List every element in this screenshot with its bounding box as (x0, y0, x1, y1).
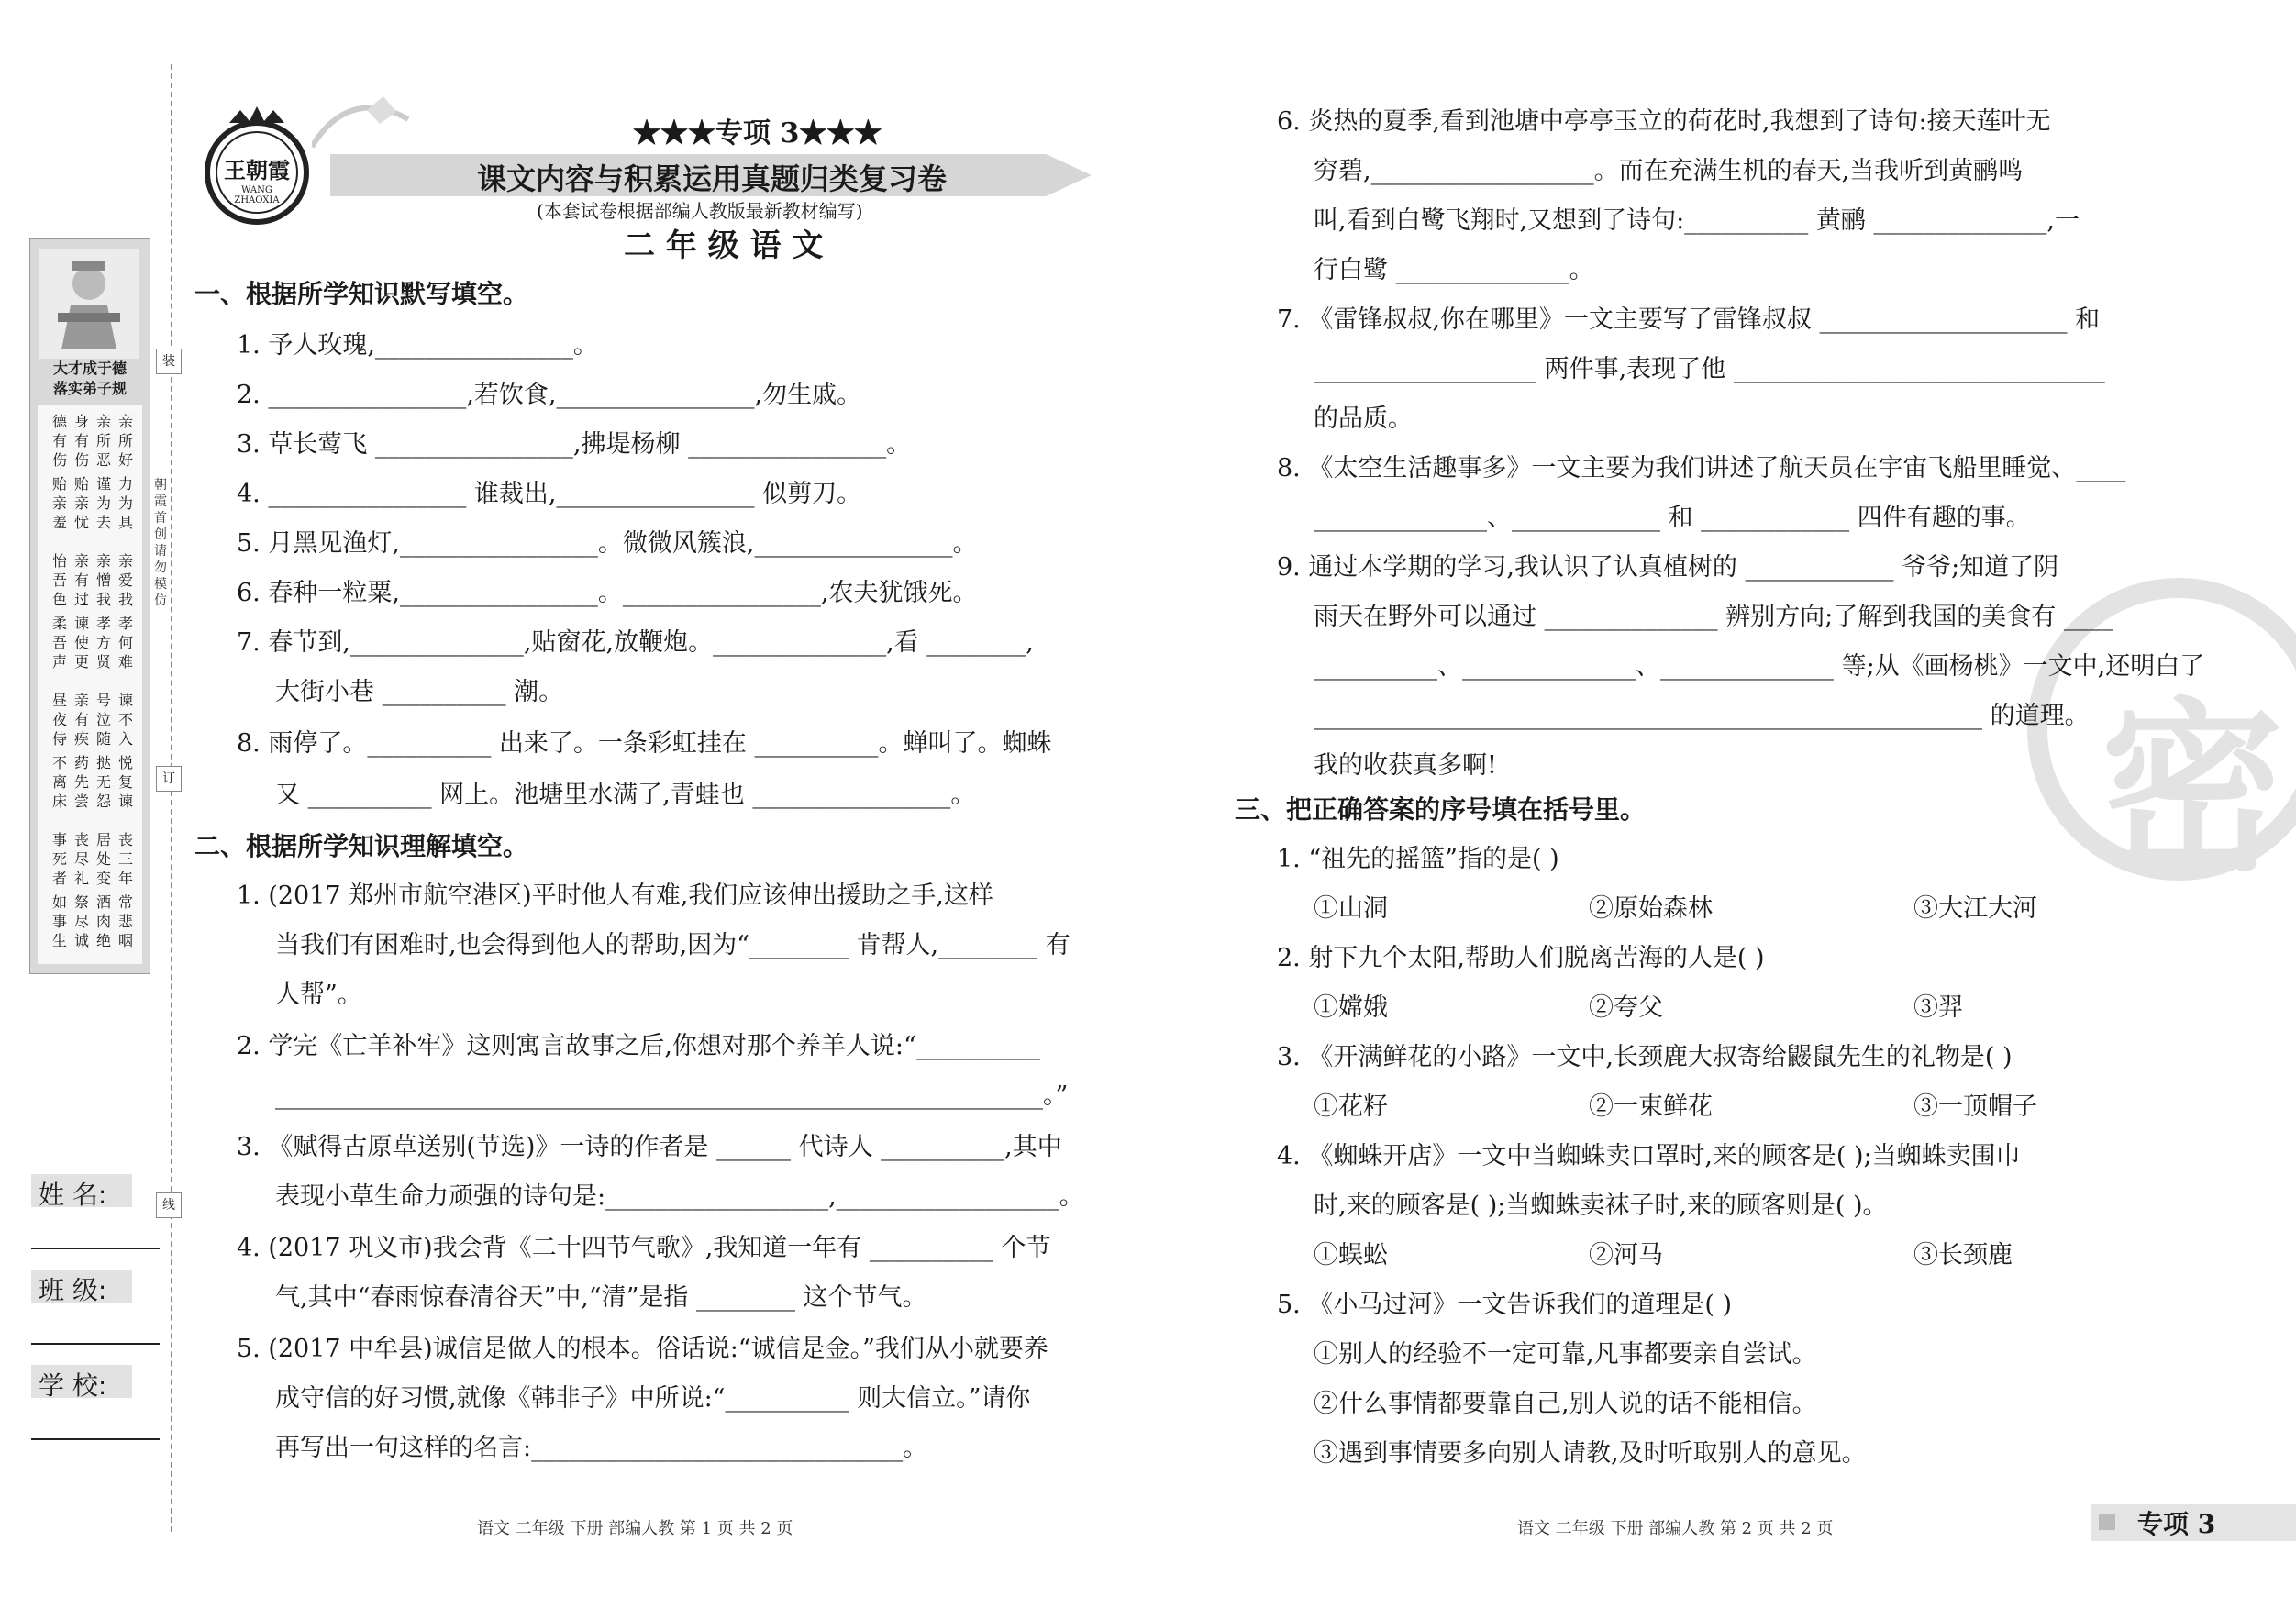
mc-q4-option-c[interactable]: ③长颈鹿 (1913, 1241, 2013, 1270)
special-badge: ★★★专项 3★★★ (633, 117, 882, 150)
poem-col: 亲有过 (73, 552, 89, 608)
s1-question-8-cont: 又 __________ 网上。池塘里水满了,青蛙也 ________________。 (275, 781, 976, 809)
r-question-6-cont3: 行白鹭 ______________。 (1314, 256, 1594, 284)
corner-square-icon (2099, 1514, 2115, 1530)
r-question-6: 6. 炎热的夏季,看到池塘中亭亭玉立的荷花时,我想到了诗句:接天莲叶无 (1277, 107, 2051, 136)
poem-col: 酒肉绝 (95, 893, 111, 949)
poem-col: 居处变 (95, 831, 111, 887)
section-3-heading: 三、把正确答案的序号填在括号里。 (1235, 794, 1647, 825)
r-question-7-cont2: 的品质。 (1314, 405, 1413, 433)
s2-question-5: 5. (2017 中牟县)诚信是做人的根本。俗话说:“诚信是金。”我们从小就要养 (237, 1335, 1048, 1363)
s2-question-1: 1. (2017 郑州市航空港区)平时他人有难,我们应该伸出援助之手,这样 (237, 882, 993, 910)
grade-title: 二 年 级 语 文 (624, 227, 824, 264)
sidebar-strip (29, 238, 150, 974)
poem-col: 悦复谏 (117, 754, 133, 810)
dizigui-poem (38, 405, 142, 964)
poem-col: 亲有疾 (73, 692, 89, 748)
poem-col: 如事生 (51, 893, 67, 949)
mc-q3-option-c[interactable]: ③一顶帽子 (1913, 1092, 2037, 1121)
mc-q1-option-a[interactable]: ①山洞 (1314, 894, 1388, 923)
s2-question-3-cont: 表现小草生命力顽强的诗句是:__________________,__________________。 (275, 1182, 1084, 1211)
poem-col: 力为具 (117, 475, 133, 531)
r-question-9-cont4: 我的收获真多啊! (1314, 751, 1497, 780)
r-question-9-cont2: __________、______________、______________ 等;从《画杨桃》一文中,还明白了 (1314, 652, 2205, 681)
poem-col: 不离床 (51, 754, 67, 810)
mc-q5-option-b[interactable]: ②什么事情都要靠自己,别人说的话不能相信。 (1314, 1390, 1817, 1418)
binding-cut-line (171, 64, 172, 1532)
s1-question-3: 3. 草长莺飞 ________________,拂堤杨柳 ________________。 (237, 430, 912, 459)
r-question-8: 8. 《太空生活趣事多》一文主要为我们讲述了航天员在宇宙飞船里睡觉、____ (1277, 454, 2126, 482)
mc-q3-option-a[interactable]: ①花籽 (1314, 1092, 1388, 1121)
mc-q2-option-c[interactable]: ③羿 (1913, 993, 1963, 1022)
name-label: 姓 名: (39, 1180, 107, 1210)
motto-line-1: 大才成于德 (52, 360, 127, 377)
paper-title: 课文内容与积累运用真题归类复习卷 (477, 161, 948, 196)
poem-col: 常悲咽 (117, 893, 133, 949)
mc-q5-option-c[interactable]: ③遇到事情要多向别人请教,及时听取别人的意见。 (1314, 1439, 1867, 1468)
poem-col: 怡吾色 (51, 552, 67, 608)
s1-question-4: 4. ________________ 谁裁出,________________ 似剪刀。 (237, 480, 862, 508)
s1-question-6: 6. 春种一粒粟,________________。________________,农夫犹饿死。 (237, 579, 978, 607)
right-page-footer: 语文 二年级 下册 部编人教 第 2 页 共 2 页 (1517, 1519, 1834, 1538)
poem-col: 德有伤 (51, 413, 67, 469)
poem-col: 谨为去 (95, 475, 111, 531)
poem-col: 昼夜侍 (51, 692, 67, 748)
scholar-icon (39, 249, 139, 359)
name-input-line[interactable] (31, 1248, 160, 1249)
poem-col: 柔吾声 (51, 615, 67, 671)
school-input-line[interactable] (31, 1438, 160, 1440)
vertical-note: 朝霞首创 请勿模仿 (154, 478, 167, 608)
poem-col: 贻亲羞 (51, 475, 67, 531)
s2-question-2: 2. 学完《亡羊补牢》这则寓言故事之后,你想对那个养羊人说:“__________ (237, 1032, 1040, 1060)
poem-col: 祭尽诚 (73, 893, 89, 949)
mc-question-4-cont: 时,来的顾客是( );当蜘蛛卖袜子时,来的顾客则是( )。 (1314, 1192, 1888, 1220)
class-label: 班 级: (39, 1275, 107, 1305)
mc-q2-option-a[interactable]: ①嫦娥 (1314, 993, 1388, 1022)
poem-col: 事死者 (51, 831, 67, 887)
left-page-footer: 语文 二年级 下册 部编人教 第 1 页 共 2 页 (477, 1519, 793, 1538)
scholar-figure-image (39, 249, 139, 359)
r-question-7-cont: __________________ 两件事,表现了他 ______________________________ (1314, 355, 2105, 383)
logo-subtext: WANG ZHAOXIA (234, 185, 280, 205)
s1-question-2: 2. ________________,若饮食,________________,勿生戚。 (237, 381, 862, 409)
s1-question-5: 5. 月黑见渔灯,________________。微微风簇浪,________________。 (237, 529, 978, 558)
r-question-9: 9. 通过本学期的学习,我认识了认真植树的 ____________ 爷爷;知道了阴 (1277, 553, 2059, 582)
r-question-8-cont: ______________、____________ 和 ____________ 四件有趣的事。 (1314, 504, 2031, 532)
poem-col: 号泣随 (95, 692, 111, 748)
s2-question-2-cont: ______________________________________________________________。” (275, 1081, 1069, 1110)
r-question-9-cont: 雨天在野外可以通过 ______________ 辨别方向;了解到我国的美食有 ____ (1314, 603, 2113, 631)
cut-mark-2: 订 (156, 766, 182, 792)
mc-question-1: 1. “祖先的摇篮”指的是( ) (1277, 845, 1559, 873)
mc-q4-option-b[interactable]: ②河马 (1589, 1241, 1663, 1270)
paper-subtitle: (本套试卷根据部编人教版最新教材编写) (537, 200, 863, 222)
s1-question-7-cont: 大街小巷 __________ 潮。 (275, 678, 564, 706)
mc-q3-option-b[interactable]: ②一束鲜花 (1589, 1092, 1713, 1121)
s1-question-1: 1. 予人玫瑰,________________。 (237, 331, 598, 360)
r-question-9-cont3: ______________________________________________________ 的道理。 (1314, 702, 2090, 730)
poem-col: 孝方贤 (95, 615, 111, 671)
sidebar-motto (34, 359, 146, 399)
mc-question-5: 5. 《小马过河》一文告诉我们的道理是( ) (1277, 1291, 1732, 1319)
logo-text: 王朝霞 (224, 157, 290, 183)
s1-question-8: 8. 雨停了。__________ 出来了。一条彩虹挂在 __________。蝉叫了。蜘蛛 (237, 729, 1052, 758)
s2-question-1-cont: 当我们有困难时,也会得到他人的帮助,因为“________ 肯帮人,________ 有 (275, 931, 1070, 959)
mc-question-4: 4. 《蜘蛛开店》一文中当蜘蛛卖口罩时,来的顾客是( );当蜘蛛卖围巾 (1277, 1142, 2021, 1170)
poem-col: 丧三年 (117, 831, 133, 887)
poem-col: 孝何难 (117, 615, 133, 671)
mc-q1-option-b[interactable]: ②原始森林 (1589, 894, 1713, 923)
s2-question-4-cont: 气,其中“春雨惊春清谷天”中,“清”是指 ________ 这个节气。 (275, 1283, 927, 1312)
mc-q4-option-a[interactable]: ①蜈蚣 (1314, 1241, 1388, 1270)
section-1-heading: 一、根据所学知识默写填空。 (194, 279, 529, 309)
s2-question-5-cont2: 再写出一句这样的名言:______________________________。 (275, 1434, 928, 1462)
poem-col: 谏不入 (117, 692, 133, 748)
class-input-line[interactable] (31, 1343, 160, 1345)
mc-question-2: 2. 射下九个太阳,帮助人们脱离苦海的人是( ) (1277, 944, 1765, 972)
publisher-logo (193, 101, 321, 229)
poem-col: 亲所好 (117, 413, 133, 469)
mc-q5-option-a[interactable]: ①别人的经验不一定可靠,凡事都要亲自尝试。 (1314, 1340, 1817, 1369)
r-question-6-cont: 穷碧,__________________。而在充满生机的春天,当我听到黄鹂鸣 (1314, 157, 2024, 185)
poem-col: 药先尝 (73, 754, 89, 810)
poem-col: 亲憎我 (95, 552, 111, 608)
confidential-stamp-char: 密 (2101, 682, 2285, 896)
motto-line-2: 落实弟子规 (52, 380, 127, 397)
section-2-heading: 二、根据所学知识理解填空。 (194, 831, 529, 861)
poem-col: 丧尽礼 (73, 831, 89, 887)
mc-q2-option-b[interactable]: ②夸父 (1589, 993, 1663, 1022)
r-question-6-cont2: 叫,看到白鹭飞翔时,又想到了诗句:__________ 黄鹂 ______________,一 (1314, 206, 2080, 235)
ribbon-ornament-icon (312, 92, 413, 156)
s2-question-5-cont: 成守信的好习惯,就像《韩非子》中所说:“__________ 则大信立。”请你 (275, 1384, 1031, 1413)
school-label: 学 校: (39, 1370, 107, 1401)
mc-q1-option-c[interactable]: ③大江大河 (1913, 894, 2037, 923)
s1-question-7: 7. 春节到,______________,贴窗花,放鞭炮。______________,看 ________, (237, 628, 1034, 657)
poem-col: 挞无怨 (95, 754, 111, 810)
poem-col: 贻亲忧 (73, 475, 89, 531)
s2-question-3: 3. 《赋得古原草送别(节选)》一诗的作者是 ______ 代诗人 __________,其中 (237, 1133, 1062, 1161)
cut-mark-1: 装 (156, 349, 182, 374)
s2-question-4: 4. (2017 巩义市)我会背《二十四节气歌》,我知道一年有 __________ 个节 (237, 1234, 1051, 1262)
poem-col: 亲爱我 (117, 552, 133, 608)
corner-tag: 专项 3 (2137, 1509, 2216, 1539)
cut-mark-3: 线 (156, 1192, 182, 1218)
mc-question-3: 3. 《开满鲜花的小路》一文中,长颈鹿大叔寄给鼹鼠先生的礼物是( ) (1277, 1043, 2013, 1071)
r-question-7: 7. 《雷锋叔叔,你在哪里》一文主要写了雷锋叔叔 ____________________ 和 (1277, 305, 2101, 334)
poem-col: 谏使更 (73, 615, 89, 671)
s2-question-1-cont2: 人帮”。 (275, 981, 362, 1009)
poem-col: 亲所恶 (95, 413, 111, 469)
poem-col: 身有伤 (73, 413, 89, 469)
